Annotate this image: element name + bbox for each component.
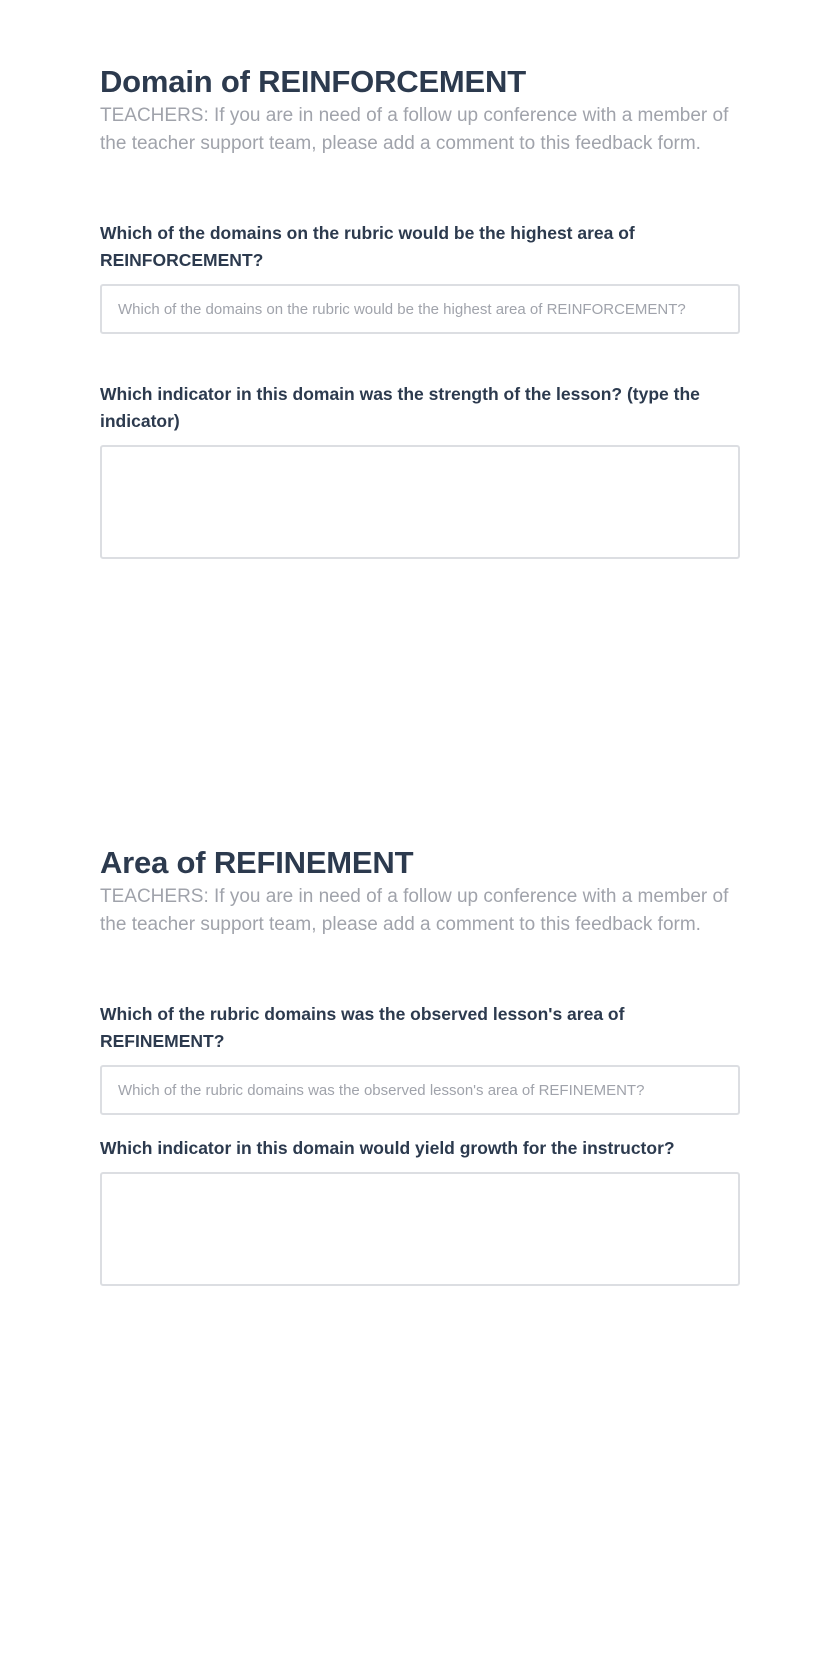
refinement-description: TEACHERS: If you are in need of a follow up conference with a member of the teacher support team, please add a comment to this feedback form. [100, 886, 729, 935]
reinforcement-question-strength-indicator-label: Which indicator in this domain was the strength of the lesson? (type the indicator) [100, 384, 700, 431]
refinement-growth-indicator-textarea[interactable] [100, 1172, 740, 1286]
refinement-title: Area of REFINEMENT [100, 845, 414, 880]
reinforcement-question-strength-indicator [100, 381, 740, 559]
refinement-question-area-label: Which of the rubric domains was the observed lesson's area of REFINEMENT? [100, 1004, 625, 1051]
reinforcement-description: TEACHERS: If you are in need of a follow up conference with a member of the teacher support team, please add a comment to this feedback form. [100, 105, 729, 154]
refinement-question-area [100, 1001, 740, 1115]
refinement-section [100, 843, 740, 1158]
refinement-area-input[interactable] [100, 1065, 740, 1115]
reinforcement-highest-area-input[interactable] [100, 284, 740, 334]
refinement-question-growth-indicator-label: Which indicator in this domain would yield growth for the instructor? [100, 1138, 675, 1158]
refinement-question-growth-indicator [100, 1135, 740, 1286]
reinforcement-title: Domain of REINFORCEMENT [100, 64, 526, 99]
reinforcement-question-highest-area [100, 220, 740, 334]
reinforcement-section [100, 62, 740, 431]
reinforcement-strength-indicator-textarea[interactable] [100, 445, 740, 559]
reinforcement-question-highest-area-label: Which of the domains on the rubric would be the highest area of REINFORCEMENT? [100, 223, 635, 270]
